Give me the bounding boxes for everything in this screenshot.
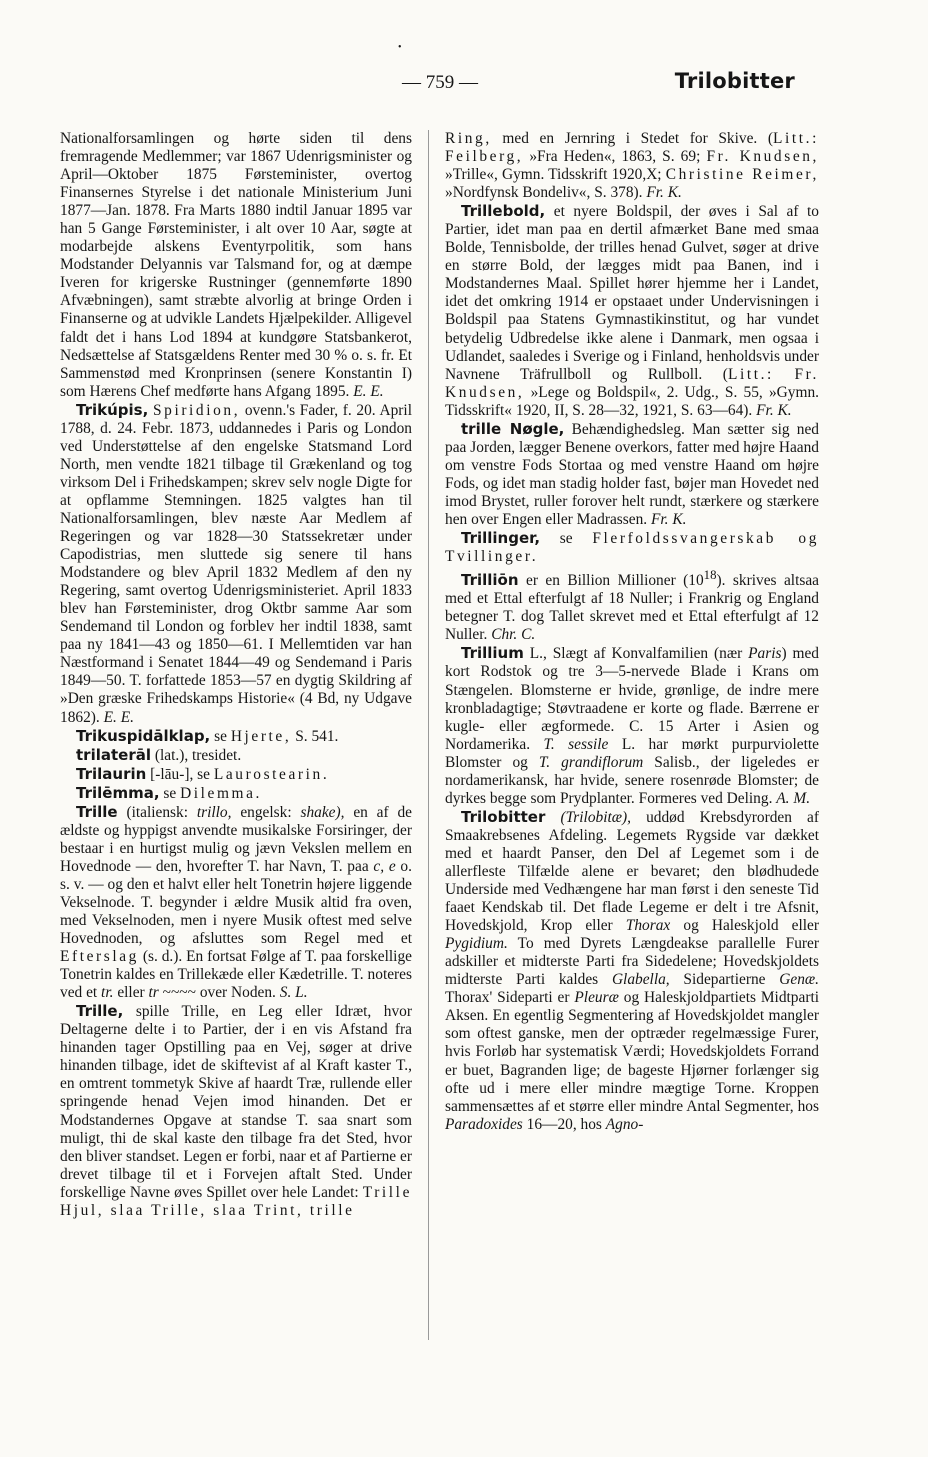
headword: Trilaurin [76,764,147,783]
column-divider [428,130,429,1340]
headword: trille Nøgle, [461,419,565,438]
headword: Trikúpis, [76,400,149,419]
entry-trillinger: Trillinger, se Flerfoldssvangerskab og Tvillinger. [445,529,819,566]
entry-continuation: Nationalforsamlingen og hørte siden til dens fremragende Medlemmer; var 1867 Udenrigsminister og April—Oktober 1875 Førsteminister, overtog Finansernes Styrelse i det nationale Ministerium Juni 1877—Jan. 1878. Fra Marts 1880 indtil Januar 1895 var han 5 Gange Førsteminister, i alt over 10 Aar, søgte at modarbejde alskens Eventyrpolitik, som hans Modstander Delyannis var Talsmand for, og at dæmpe Iveren for krigerske Rustninger (gennemførte 1890 Afvæbningen), samt stræbte alvorlig at bringe Orden i Finanserne og at udvikle Landets Hjælpekilder. Alligevel faldt det i hans Lod 1894 at kundgøre Statsbankerot, Nedsættelse af Statsgældens Renter med 30 % o. s. fr. Et Sammenstød med Kronprinsen (senere Konstantin I) som Hærens Chef medførte hans Afgang 1895. E. E. [60,130,412,400]
entry-trillion: Trilliōn er en Billion Millioner $(10^{18})$. skrives altsaa med et Ettal efterfulgt af 18 Nuller; i Frankrig og England betegner T. dog Tallet skrevet med et Ettal efterfulgt af 12 Nuller. Chr. C. [445,568,819,644]
headword: Trilobitter [461,807,546,826]
headword: trilaterāl [76,745,151,764]
entry-trillium: Trillium L., Slægt af Konvalfamilien (nær Paris) med kort Rodstok og tre 3—5-nervede Blade i Krans om Stængelen. Blomsterne er hvide, grønlige, de indre mere kronbladagtige; Støvtraadene er korte og flade. Bærrene er kugle- eller ægformede. C. 15 Arter i Asien og Nordamerika. T. sessile L. har mørkt purpurviolette Blomster og T. grandiflorum Salisb., der ligeledes er nordamerikansk, har hvide, senere rosenrøde Blomster; de dyrkes begge som Prydplanter. Formeres ved Deling. A. M. [445,644,819,807]
page-number: — 759 — [402,72,478,93]
entry-trilaurin: Trilaurin [-lāu-], se Laurostearin. [76,764,330,783]
entry-trilemma: Trilēmma, se Dilemma. [76,783,262,802]
headword: Trille, [76,1002,124,1021]
entry-trille-game: Trille, spille Trille, en Leg eller Idræt, hvor Deltagerne delte i to Partier, der i en vis Afstand fra hinanden tager Opstilling paa en Vej, søger at drive hinanden tilbage, idet de skiftevist af al Kraft kaster T., en omtrent tommetyk Skive af haardt Træ, rullende eller springende henad Vejen imod hinanden. Det er Modstandernes Opgave at standse T. saa snart som muligt, thi de skal kaste den tilbage fra det Sted, hvor den bliver standset. Legen er forbi, naar et af Partierne er drevet tilbage til et i Forvejen aftalt Sted. Under forskellige Navne øves Spillet over hele Landet: Trille Hjul, slaa Trille, slaa Trint, trille [60,1002,412,1219]
entry-continuation: Ring, med en Jernring i Stedet for Skive. (Litt.: Feilberg, »Fra Heden«, 1863, S. 69; Fr. Knudsen, »Trille«, Gymn. Tidsskrift 1920,X; Christine Reimer, »Nordfynsk Bondeliv«, S. 378). Fr. K. [445,130,819,202]
page-header [0,69,928,100]
entry-trikupis: Trikúpis, Spiridion, ovenn.'s Fader, f. 20. April 1788, d. 24. Febr. 1873, uddannedes i Paris og London ved Understøttelse af den engelske Statsmand Lord North, men vendte 1821 tilbage til Grækenland og tog virksom Del i Frihedskampen; skrev selv nogle Digte for at opflamme Stemningen. 1825 valgtes han til Nationalforsamlingen, blev næste Aar Medlem af Regeringen og var 1828—30 Statssekretær under Capodistrias, men sluttede sig senere til hans Modstandere og blev April 1832 Medlem af den ny Regering, samt overtog Udenrigsministeriet. April 1833 blev han Førsteminister, drog Oktbr samme Aar som Sendemand til London og forblev her indtil 1838, samt paa ny 1841—43 og 1850—61. I Mellemtiden var han Næstformand i Senatet 1844—49 og Sendemand i Paris 1849—50. T. forfattede 1853—57 en dygtig Skildring af »Den græske Frihedskamps Historie« (4 Bd, ny Udgave 1862). E. E. [60,400,412,726]
headword: Trikuspidālklap, [76,726,211,745]
entry-trilateral: trilaterāl (lat.), tresidet. [76,745,242,764]
headword: Trillinger, [461,529,541,548]
headword: Trille [76,802,118,821]
stray-mark: • [398,42,402,53]
entry-trille-nogle: trille Nøgle, Behændighedsleg. Man sætter sig ned paa Jorden, lægger Benene overkors, fatter med højre Haand om venstre Fods Stortaa og med venstre Haand om højre Fods, og idet man stadig holder fast, bøjer man Hovedet ned imod Brystet, ruller forover helt rundt, stærkere og stærkere hen over Engen eller Madrassen. Fr. K. [445,419,819,528]
right-column [445,130,819,1134]
headword: Trillebold, [461,202,546,221]
headword: Trilliōn [461,571,519,590]
headword: Trillium [461,644,524,663]
entry-trillebold: Trillebold, et nyere Boldspil, der øves i Sal af to Partier, idet man paa en dertil afmærket Bane med smaa Bolde, Tennisbolde, der trilles henad Gulvet, søger at drive en større Bold, der lægges midt paa Banen, ind i Modstandernes Maal. Spillet hører hjemme her i Landet, idet det omkring 1914 er opstaaet under Undervisningen i Boldspil paa Statens Gymnastikinstitut, og har vundet betydelig Udbredelse ikke alene i Danmark, men ogsaa i Udlandet, saaledes i Sverige og i Finland, henholdsvis under Navnene Träfrullboll og Rullboll. (Litt.: Fr. Knudsen, »Lege og Boldspil«, 2. Udg., S. 55, »Gymn. Tidsskrift« 1920, II, S. 28—32, 1921, S. 63—64). Fr. K. [445,202,819,419]
entry-trikuspidalklap: Trikuspidālklap, se Hjerte, S. 541. [76,726,339,745]
entry-trilobitter: Trilobitter (Trilobitæ), uddød Krebsdyrorden af Smaakrebsenes Afdeling. Legemets Rygside var dækket med et haardt Panser, den Del af Legemet som i de allerfleste Tilfælde alene er bevaret; den blødhudede Underside med Vedhængene har man først i den seneste Tid faaet Kendskab til. Det flade Legeme er delt i tre Afsnit, Hovedskjold, Krop eller Thorax og Haleskjold eller Pygidium. To med Dyrets Længdeakse parallelle Furer adskiller et midterste Parti fra Sidedelene; Hovedskjoldets midterste Parti kaldes Glabella, Sidepartierne Genæ. Thorax' Sideparti er Pleuræ og Haleskjoldpartiets Midtparti Aksen. En egentlig Segmentering af Hovedskjoldet mangler som oftest ganske, men der optræder regelmæssige Furer, hvis Forløb har systematisk Værdi; Hovedskjoldets Forrand er buet, Bagranden lige; de bageste Hjørner forlænger sig ofte ud i mere eller mindre mægtige Torne. Kroppen sammensættes af et større eller mindre Antal Segmenter, hos Paradoxides 16—20, hos Agno- [445,807,820,1133]
entry-trille-music: Trille (italiensk: trillo, engelsk: shake), en af de ældste og hyppigst anvendte musikalske Forsiringer, der bestaar i en hurtigst mulig og jævn Vekslen mellem en Hovednode — den, hvorefter T. har Navn, T. paa c, e o. s. v. — og den et halvt eller helt Tonetrin højere liggende Vekselnode. T. begynder i ældre Musik altid fra oven, med Vekselnoden, men i nyere Musik oftest med selve Hovednoden, og afsluttes som Regel med et Efterslag (s. d.). En fortsat Følge af T. paa forskellige Tonetrin kaldes en Trillekæde eller Kædetrille. T. noteres ved et tr. eller tr ~~~~ over Noden. S. L. [60,802,412,1002]
left-column [60,130,412,1220]
running-title: Trilobitter [674,69,795,93]
headword: Trilēmma, [76,783,160,802]
